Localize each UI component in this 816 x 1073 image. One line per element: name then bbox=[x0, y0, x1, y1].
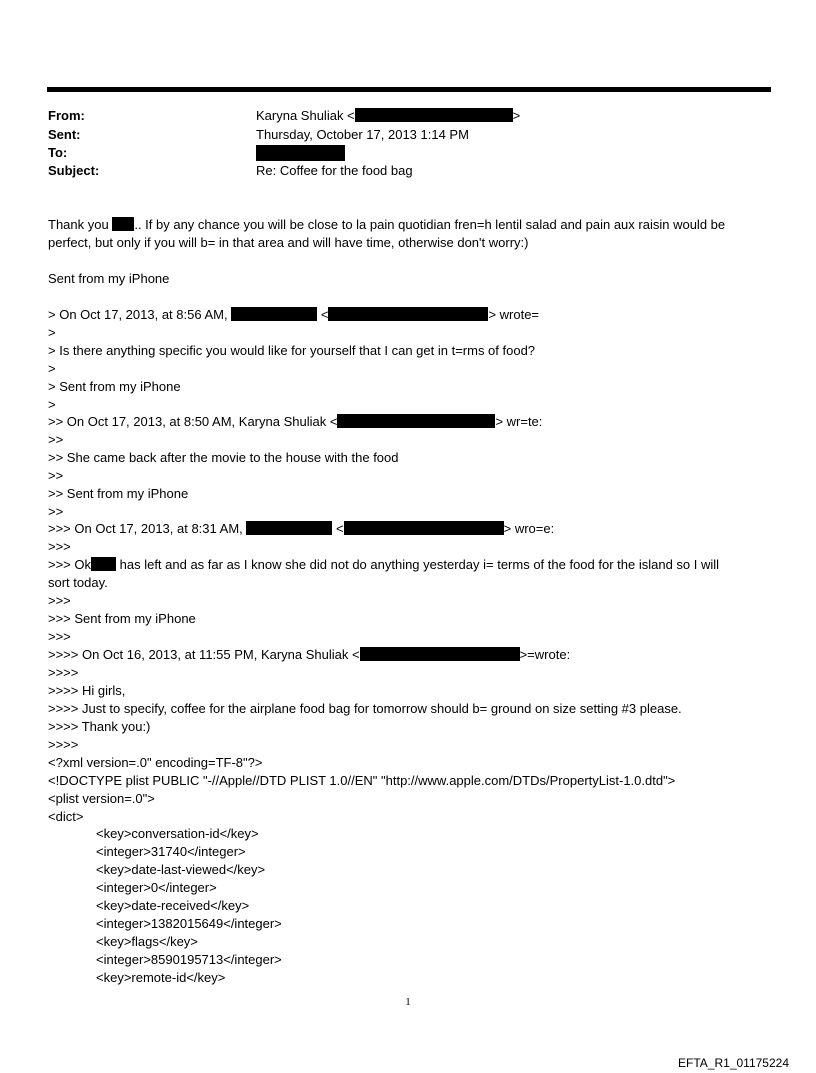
xml-line: <key>flags</key> bbox=[96, 934, 198, 949]
quote-line: >> bbox=[48, 468, 64, 483]
quote-line: > Is there anything specific you would like for yourself that I can get in t=rms of food? bbox=[48, 343, 536, 358]
text-span: has left and as far as I know she did not do anything yesterday i= terms of the food for the island so I will bbox=[119, 557, 720, 572]
xml-line: <integer>31740</integer> bbox=[96, 844, 246, 859]
xml-line: <key>remote-id</key> bbox=[96, 970, 226, 985]
quote-line: >> Sent from my iPhone bbox=[48, 486, 189, 501]
text-span: >> On Oct 17, 2013, at 8:50 AM, Karyna Shuliak < bbox=[48, 414, 338, 429]
xml-line: <integer>8590195713</integer> bbox=[96, 952, 282, 967]
quote-line bbox=[48, 414, 542, 430]
xml-line: <key>date-last-viewed</key> bbox=[96, 862, 266, 877]
text-span: < bbox=[320, 307, 329, 322]
quote-line: >> She came back after the movie to the house with the food bbox=[48, 450, 399, 465]
text-span: > wro=e: bbox=[503, 521, 555, 536]
xml-line: <key>date-received</key> bbox=[96, 898, 250, 913]
text-span: >=wrote: bbox=[519, 647, 571, 662]
subject-label: Subject: bbox=[48, 163, 100, 178]
quote-line: >>> bbox=[48, 593, 71, 608]
from-label: From: bbox=[48, 108, 85, 123]
text-span: .. If by any chance you will be close to la pain quotidian fren=h lentil salad and pain aux raisin would be bbox=[134, 217, 726, 232]
text-span: >>> Ok bbox=[48, 557, 91, 572]
redaction-box bbox=[256, 145, 345, 161]
quote-line: >>> Sent from my iPhone bbox=[48, 611, 196, 626]
quote-line: > Sent from my iPhone bbox=[48, 379, 181, 394]
xml-line: <dict> bbox=[48, 809, 84, 824]
quote-line: > bbox=[48, 397, 56, 412]
quote-line: >>>> bbox=[48, 665, 79, 680]
redaction-box bbox=[246, 521, 332, 535]
text-span: > wrote= bbox=[488, 307, 540, 322]
quote-line: > bbox=[48, 325, 56, 340]
quote-line: sort today. bbox=[48, 575, 108, 590]
quote-line: >>> bbox=[48, 629, 71, 644]
body-line: perfect, but only if you will b= in that area and will have time, otherwise don't worry:) bbox=[48, 235, 529, 250]
redaction-box bbox=[355, 108, 513, 122]
text-span: > On Oct 17, 2013, at 8:56 AM, bbox=[48, 307, 228, 322]
quote-line: > bbox=[48, 361, 56, 376]
redaction-box bbox=[337, 414, 495, 428]
quote-line: >> bbox=[48, 504, 64, 519]
quote-line: >>>> Just to specify, coffee for the airplane food bag for tomorrow should b= ground on size setting #3 please. bbox=[48, 701, 682, 716]
xml-line: <plist version=.0"> bbox=[48, 791, 155, 806]
to-value bbox=[256, 145, 345, 163]
quote-line bbox=[48, 647, 570, 663]
redaction-box bbox=[344, 521, 504, 535]
redaction-box bbox=[231, 307, 317, 321]
quote-line: >>> bbox=[48, 539, 71, 554]
xml-line: <?xml version=.0" encoding=TF-8"?> bbox=[48, 755, 263, 770]
body-line: Sent from my iPhone bbox=[48, 271, 170, 286]
body-line bbox=[48, 217, 725, 233]
xml-line: <integer>0</integer> bbox=[96, 880, 217, 895]
page-number: 1 bbox=[405, 996, 411, 1008]
quote-line bbox=[48, 557, 719, 573]
redaction-box bbox=[328, 307, 488, 321]
redaction-box bbox=[360, 647, 520, 661]
to-label: To: bbox=[48, 145, 68, 160]
from-name: Karyna Shuliak < bbox=[256, 108, 355, 123]
text-span: Thank you bbox=[48, 217, 109, 232]
text-span: > wr=te: bbox=[495, 414, 543, 429]
redaction-box bbox=[91, 557, 116, 571]
quote-line: >>>> Hi girls, bbox=[48, 683, 126, 698]
xml-line: <!DOCTYPE plist PUBLIC "-//Apple//DTD PLIST 1.0//EN" "http://www.apple.com/DTDs/PropertyList-1.0.dtd"> bbox=[48, 773, 676, 788]
header-rule bbox=[47, 87, 771, 92]
quote-line bbox=[48, 521, 554, 537]
redaction-box bbox=[112, 217, 134, 231]
xml-line: <key>conversation-id</key> bbox=[96, 826, 259, 841]
text-span: >>>> On Oct 16, 2013, at 11:55 PM, Karyna Shuliak < bbox=[48, 647, 360, 662]
from-value bbox=[256, 108, 520, 124]
quote-line: >>>> Thank you:) bbox=[48, 719, 151, 734]
sent-value: Thursday, October 17, 2013 1:14 PM bbox=[256, 127, 469, 142]
quote-line: >>>> bbox=[48, 737, 79, 752]
quote-line bbox=[48, 307, 539, 323]
text-span: < bbox=[336, 521, 344, 536]
subject-value: Re: Coffee for the food bag bbox=[256, 163, 413, 178]
bates-number: EFTA_R1_01175224 bbox=[678, 1056, 789, 1070]
quote-line: >> bbox=[48, 432, 64, 447]
text-span: >>> On Oct 17, 2013, at 8:31 AM, bbox=[48, 521, 243, 536]
sent-label: Sent: bbox=[48, 127, 81, 142]
from-close: > bbox=[512, 108, 521, 123]
xml-line: <integer>1382015649</integer> bbox=[96, 916, 282, 931]
